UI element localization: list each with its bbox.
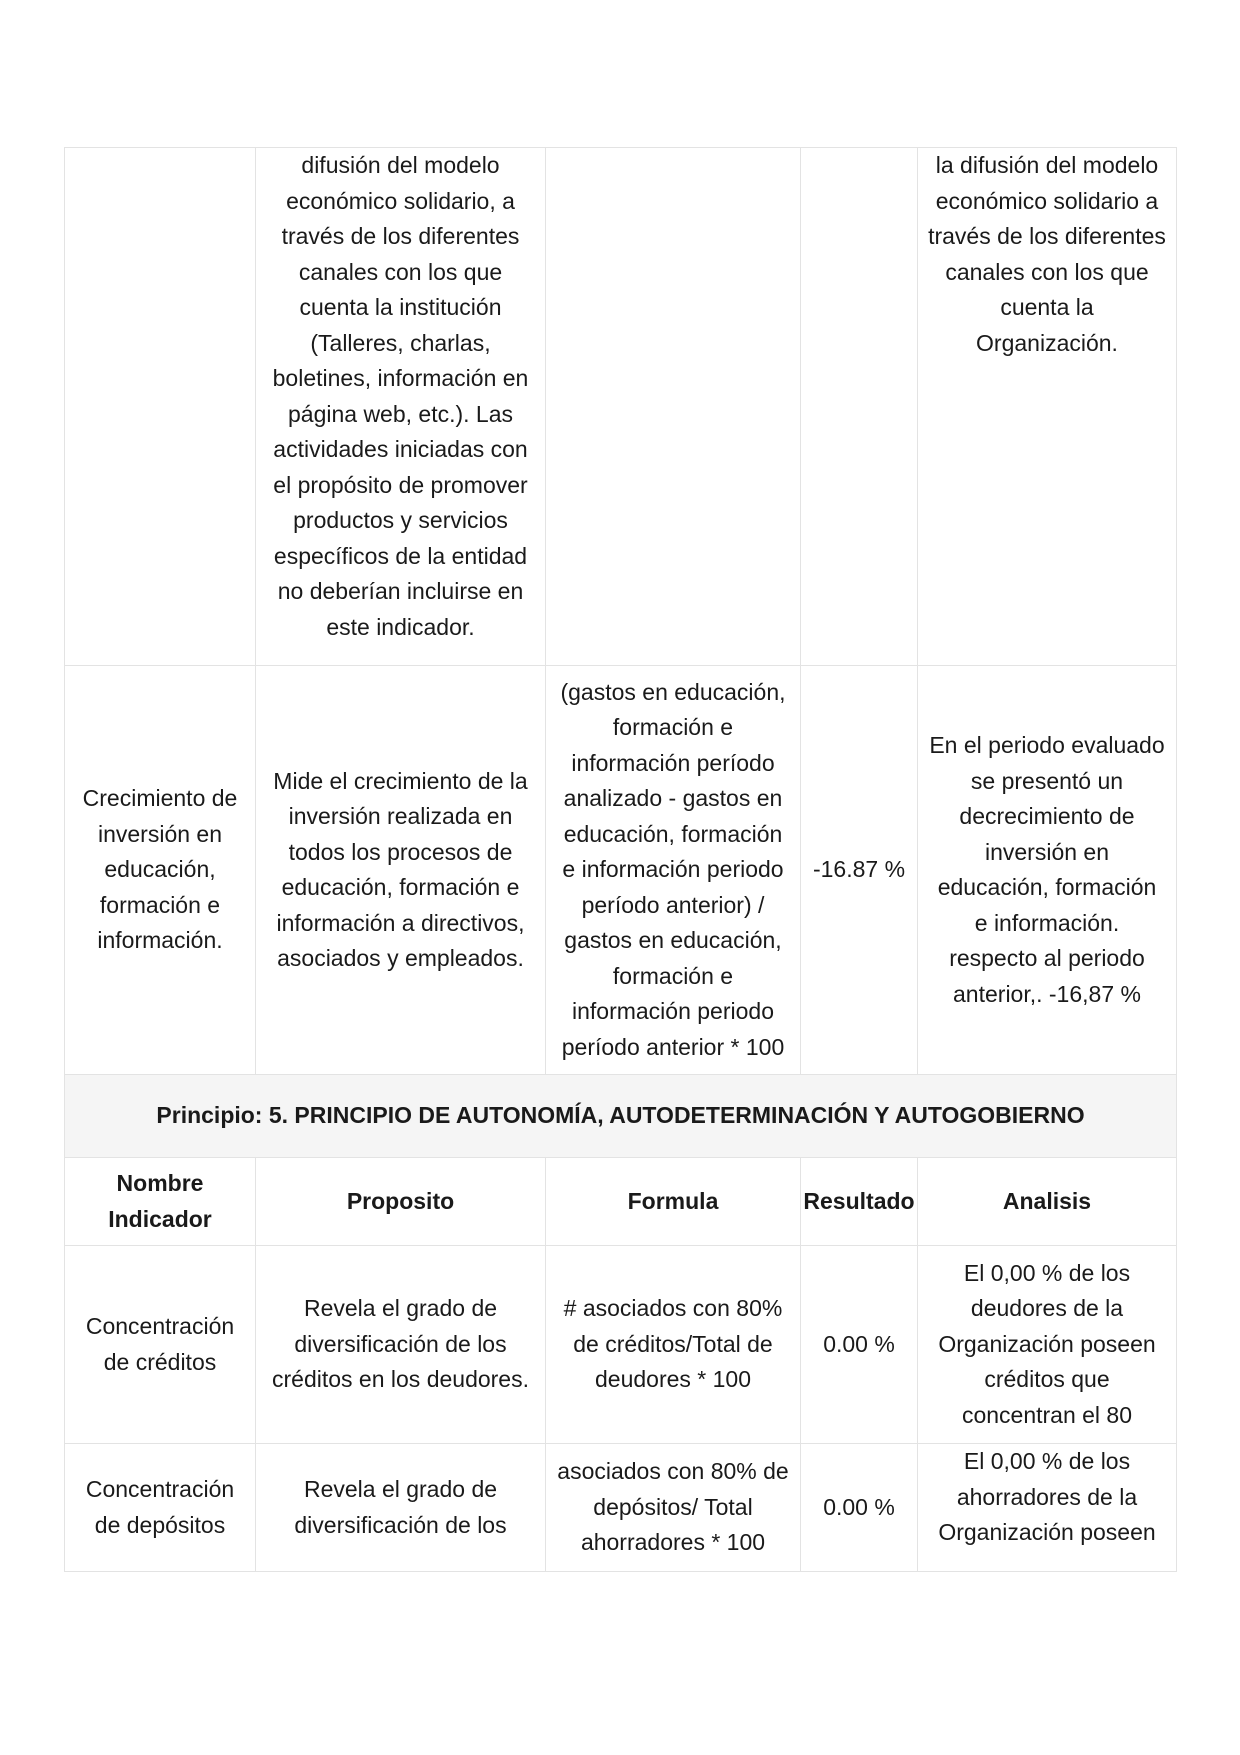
indicators-table	[64, 147, 1177, 1572]
formula-cell: asociados con 80% de depósitos/ Total ahorradores * 100	[546, 1444, 801, 1572]
header-result: Resultado	[801, 1158, 918, 1246]
purpose-cell: Revela el grado de diversificación de los	[256, 1444, 546, 1572]
analysis-cell: la difusión del modelo económico solidario a través de los diferentes canales con los que cuenta la Organización.	[918, 148, 1177, 666]
indicator-name-cell: Concentración de depósitos	[65, 1444, 256, 1572]
analysis-cell: El 0,00 % de los ahorradores de la Organización poseen	[918, 1444, 1177, 1572]
table-row	[65, 148, 1177, 666]
formula-cell: (gastos en educación, formación e información período analizado - gastos en educación, formación e información periodo período anterior) / gastos en educación, formación e información periodo período anterior * 100	[546, 666, 801, 1075]
result-cell	[801, 148, 918, 666]
result-cell: 0.00 %	[801, 1444, 918, 1572]
column-header-row	[65, 1158, 1177, 1246]
indicator-name-cell: Concentración de créditos	[65, 1246, 256, 1444]
header-indicator-name: Nombre Indicador	[65, 1158, 256, 1246]
header-analysis: Analisis	[918, 1158, 1177, 1246]
header-purpose: Proposito	[256, 1158, 546, 1246]
purpose-cell: Mide el crecimiento de la inversión realizada en todos los procesos de educación, formación e información a directivos, asociados y empleados.	[256, 666, 546, 1075]
result-cell: 0.00 %	[801, 1246, 918, 1444]
analysis-cell: En el periodo evaluado se presentó un decrecimiento de inversión en educación, formación e información. respecto al periodo anterior,. -16,87 %	[918, 666, 1177, 1075]
formula-cell	[546, 148, 801, 666]
indicator-name-cell: Crecimiento de inversión en educación, formación e información.	[65, 666, 256, 1075]
analysis-cell: El 0,00 % de los deudores de la Organización poseen créditos que concentran el 80	[918, 1246, 1177, 1444]
purpose-cell: Revela el grado de diversificación de los créditos en los deudores.	[256, 1246, 546, 1444]
indicator-name-cell	[65, 148, 256, 666]
header-formula: Formula	[546, 1158, 801, 1246]
formula-cell: # asociados con 80% de créditos/Total de deudores * 100	[546, 1246, 801, 1444]
result-cell: -16.87 %	[801, 666, 918, 1075]
purpose-cell: difusión del modelo económico solidario, a través de los diferentes canales con los que cuenta la institución (Talleres, charlas, boletines, información en página web, etc.). Las actividades iniciadas con el propósito de promover productos y servicios específicos de la entidad no deberían incluirse en este indicador.	[256, 148, 546, 666]
table-row	[65, 1444, 1177, 1572]
section-title: Principio: 5. PRINCIPIO DE AUTONOMÍA, AUTODETERMINACIÓN Y AUTOGOBIERNO	[65, 1075, 1177, 1158]
section-header-row	[65, 1075, 1177, 1158]
table-row	[65, 1246, 1177, 1444]
table-row	[65, 666, 1177, 1075]
